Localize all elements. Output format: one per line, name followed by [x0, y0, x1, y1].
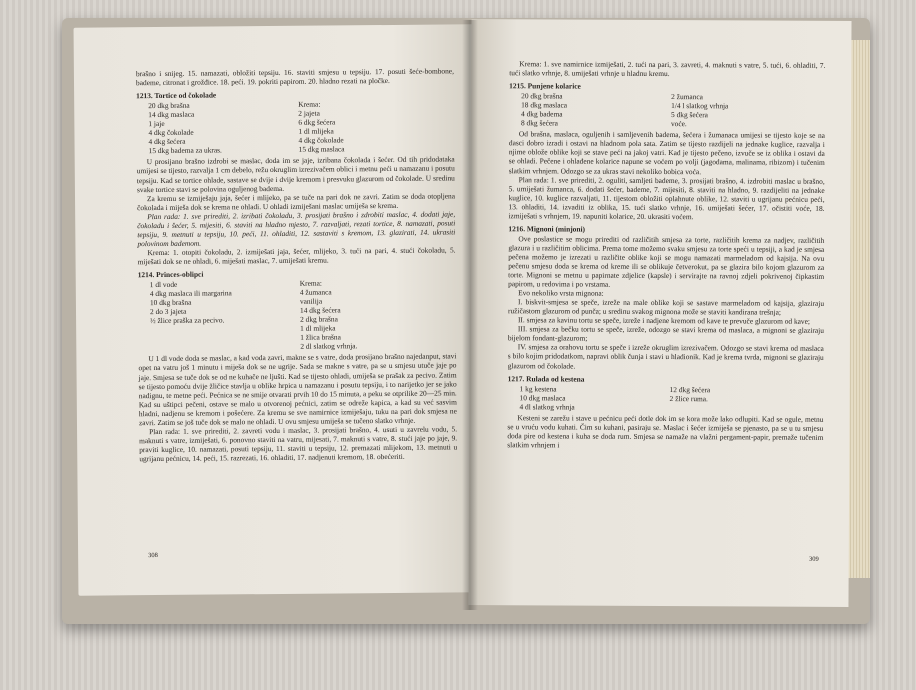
ingredient: 14 dkg maslaca: [148, 109, 195, 120]
recipe-1217-paragraph: Kesteni se zarežu i stave u pećnicu peći dotle dok im se kora može lako odlupiti. Kad se ogule, metnu se u vruću vodu kuhati. Čim su kuhani, pasiraju se. Maslac i šećer izmiješa se pjenasto, pa se u tu smjesu doda pire od kestena i kuha se doda rum. Smjesa se namaže na vlažni pergament-papir, premaže tučenim slatkim vrhnjem i: [507, 412, 824, 450]
ingredient: 1/4 l slatkog vrhnja: [671, 101, 729, 111]
left-page-text: [136, 66, 457, 463]
ingredient: 1 kg kestena: [519, 383, 557, 394]
ingredient: 4 dkg badema: [521, 109, 563, 119]
recipe-1213-ingredients: [136, 99, 454, 156]
recipe-1215-paragraph: Od brašna, maslaca, oguljenih i samljevenih badema, šećera i žumanaca umijesi se tijesto koje se na dasci dobro izradi i ostavi na hladnom pola sata. Zatim se tijesto razdijeli na jednake kuglice, razvalja i njime oblože oblike koji se stave peći na jakoj vatri. Kad je tijesto pečeno, izvuče se iz oblika i ostavi da se ohladi. Pečene i ohlađene kolarice napune se voćem po volji (jagodama, malinama, ribizom) i tučenim slatkim vrhnjem. Odozgo se za ukras stavi nekoliko bobica voća.: [508, 129, 825, 176]
recipe-1214-plan: Plan rada: 1. sve prirediti, 2. zavreti vodu i maslac, 3. prosijati brašno, 4. usuti u zavrelu vodu, 5. maknuti s vatre, izmiješati, 6. ponovno staviti na vatru, mijesati, 7. maknuti s vatre, 8. stući jaje po jaje, 9. praviti kuglice, 10. namazati, posuti tepsiju, 11. staviti u tepsiju, 12. premazati mlijekom, 13. metnuti u ugrijanu pećnicu, 14. peći, 15. razrezati, 16. ohladiti, 17. nadjenuti kremom, 18. obećeriti.: [139, 424, 458, 464]
ingredient: ½ žlice praška za pecivo.: [150, 315, 225, 326]
recipe-1213-plan: Plan rada: 1. sve prirediti, 2. izribati čokoladu, 3. prosijati brašno i zdrobiti maslac, 4. dodati jaje, čokoladu i šećer, 5. mijesiti, 6. staviti na hladno mjesto, 7. razvaljati, rezati tortice, 8. namazati, posuti tepsiju, 9. metnuti u tepsiju, 10. peći, 11. ohladiti, 12. sastaviti s kremom, 13. glazirati, 14. ukrasiti polovinom bademom.: [137, 209, 456, 249]
page-number-left: 308: [148, 552, 158, 560]
mignon-variant: IV. smjesa za orahovu tortu se speče i izreže okruglim izrezivačem. Odozgo se stavi krema od maslaca s bilo kojim pridodatkom, napravi oblik čunja i stavi u hladionik. Kad je krema tvrda, mignoni se glaziraju glazurom od čokolade.: [507, 342, 824, 371]
page-edges: [848, 40, 870, 578]
left-page: [74, 24, 477, 595]
ingredient: 18 dkg maslaca: [521, 100, 568, 110]
recipe-1215-ingredients: [509, 91, 825, 129]
book-gutter-shadow: [462, 20, 478, 610]
cream-ingredient: 2 dkg brašna: [300, 314, 338, 325]
page-number-right: 309: [808, 555, 819, 563]
ingredient: 5 dkg šećera: [671, 110, 708, 120]
ingredient: 1 jaje: [148, 119, 165, 129]
ingredient: 2 do 3 jajeta: [149, 306, 187, 317]
recipe-1215-plan: Plan rada: 1. sve prirediti, 2. oguliti, samljeti bademe, 3. prosijati brašno, 4. izdrobiti maslac u brašno, 5. umiješati žumanca, 6. dodati šećer, bademe, 7. mijesiti, 8. staviti na hladno, 9. razdijeliti na jednake kuglice, 10. kuglice razvaljati, 11. tijestom obložiti oplahnute oblike, 12. staviti u ugrijanu pećnicu peći, 13. ohladiti, 14. izvaditi iz oblika, 15. tući slatko vrhnje, 16. umiješati šećer, 17. očistiti voće, 18. izmiješati s vrhnjem, 19. napuniti kolarice, 20. ukrasiti voćem.: [508, 174, 825, 221]
ingredient: 10 dkg maslaca: [519, 392, 566, 403]
left-intro: brašno i snijeg. 15. namazati, obložiti tepsiju. 16. staviti smjesu u tepsiju. 17. posuti šeće-bombone, bademe, citronat i grožđice. 18. peći. 19. pokriti papirom. 20. hladno rezati na pločke.: [135, 66, 454, 88]
recipe-1214-ingredients: [138, 277, 457, 352]
cream-ingredient: 2 dl slatkog vrhnja.: [300, 341, 358, 352]
cream-ingredient: 1 dl mlijeka: [300, 323, 336, 334]
right-intro: Krema: 1. sve namirnice izmiješati, 2. tući na pari, 3. zavreti, 4. maknuti s vatre, 5. tući, 6. ohladiti, 7. tući slatko vrhnje, 8. umiješati vrhnje u hladnu kremu.: [509, 59, 826, 79]
mignon-variant: I. biskvit-smjesa se speče, izreže na male oblike koji se sastave marmeladom od kajsija, glaziraju ružičastom glazurom od punča; u sredinu svakog mignona može se staviti kandirana trešnja;: [507, 297, 825, 317]
cream-ingredient: 1 žlica brašna: [300, 332, 341, 343]
right-page-text: [507, 59, 825, 451]
recipe-1213-title: 1213. Tortice od čokolade: [136, 90, 217, 101]
cream-ingredient: 14 dkg šećera: [299, 305, 341, 315]
cream-ingredient: 2 jajeta: [298, 108, 320, 118]
ingredient: 2 žumanca: [671, 92, 703, 102]
ingredient: 2 žlice ruma.: [669, 393, 708, 403]
recipe-1215-title: 1215. Punjene kolarice: [509, 81, 581, 91]
recipe-1213-cream-plan: Krema: 1. otopiti čokoladu, 2. izmiješati jaja, šećer, mlijeko, 3. tući na pari, 4. stući čokoladu, 5. miješati dok se ne ohladi, 6. miješati maslac, 7. umiješati kremu.: [137, 245, 456, 267]
mignon-variant: II. smjesa za kavinu tortu se speče, izreže i nadjene kremom od kave te prevuče glazurom od kave;: [517, 315, 810, 327]
recipe-1214-paragraph: U 1 dl vode doda se maslac, a kad voda zavri, makne se s vatre, doda prosijano brašno najedanput, stavi opet na vatru još 1 minutu i miješa dok se ne ugrije. Sada se makne s vatre, pa se u smjesu utuče jaje po jaje. Smjesa se tuče dok se od ne kuhače ne ljušti. Kad se tijesto ohladi, umiješa se prašak za pecivo. Zatim se tijesto pomoću dvije žličice stavlja u oblike hrpica u namazanu i posutu tepsiju, i to narijetko jer se jako nadignu, te metne peći. Pećnica se ne smije otvarati prvih 10 do 15 minuta, a peku se otprilike 20—25 min. Kad su uštipci pečeni, ostave se malo u otvorenoj pećnici, zatim se odreže kapica, a kad su već sasvim hladni, nadjenu se kremom i pošećere. Za kremu se sve namirnice izmiješaju, tuku na pari dok smjesa ne zavri. Zatim se još tuče dok se malo ne ohladi. U ovu smjesu umiješa se tučeno slatko vrhnje.: [138, 351, 457, 427]
ingredient: voće.: [670, 119, 687, 129]
recipe-1216-paragraph: Ove poslastice se mogu prirediti od različitih smjesa za torte, različitih krema za nadjev, različitih glazura i u različitim oblicima. Prema tome možemo svaku smjesu za torte speći u tepsiji, a kad je smjesa pečena možemo je izrezati u različite oblike koji se mogu namazati marmeladom od kajsija. Na ovu pečenu smjesu doda se krema od kreme ili se oblikuje četverokut, pa se glazira bilo kojom glazurom za torte. Mignoni se metnu u papirnate zdjelice (kapsle) i servirajte na ravnoj zdjeli pokrivenoj čipkastim papirom, u redovima i po vrstama.: [508, 234, 825, 289]
cream-ingredient: 1 dl mlijeka: [298, 126, 334, 137]
ingredient: 4 dkg čokolade: [148, 127, 194, 138]
cream-heading: Krema:: [299, 278, 322, 288]
recipe-1216-paragraph: Evo nekoliko vrsta mignona:: [518, 288, 604, 298]
cream-ingredient: vanilija: [299, 296, 323, 306]
ingredient: 20 dkg brašna: [521, 91, 563, 101]
mignon-variant: III. smjesa za bečku tortu se speče, izreže, odozgo se stavi krema od maslaca, a mignoni se glaziraju bijelom fondant-glazurom;: [507, 324, 824, 343]
ingredient: 4 dkg šećera: [148, 137, 186, 147]
ingredient: 1 dl vode: [149, 279, 178, 290]
cream-ingredient: 15 dkg maslaca: [298, 144, 345, 155]
cream-ingredient: 6 dkg šećera: [298, 117, 336, 128]
cream-heading: Krema:: [298, 99, 321, 109]
ingredient: 12 dkg šećera: [669, 384, 711, 394]
ingredient: 20 dkg brašna: [148, 100, 190, 111]
recipe-1217-ingredients: [507, 384, 823, 413]
ingredient: 10 dkg brašna: [149, 297, 192, 308]
ingredient: 4 dkg maslaca ili margarina: [149, 288, 232, 299]
ingredient: 8 dkg šećera: [520, 118, 558, 128]
ingredient: 15 dkg badema za ukras.: [148, 145, 222, 156]
ingredient: 4 dl slatkog vrhnja: [519, 401, 575, 412]
right-page: [468, 19, 851, 607]
recipe-1214-title: 1214. Princes-oblipci: [137, 269, 204, 280]
cream-ingredient: 4 dkg čokolade: [298, 135, 344, 146]
cream-ingredient: 4 žumanca: [299, 287, 332, 297]
recipe-1217-title: 1217. Rulada od kestena: [507, 373, 585, 384]
recipe-1216-title: 1216. Mignoni (minjoni): [508, 224, 586, 234]
recipe-1213-paragraph: Za kremu se izmiješaju jaja, šećer i mlijeko, pa se tuče na pari dok ne zavri. Zatim se doda otopljena čokolada i miješa dok se krema ne ohladi. U ohladi izmiješani maslac umiješa se krema.: [137, 191, 456, 212]
recipe-1213-paragraph: U prosijano brašno izdrobi se maslac, doda im se jaje, izribana čokolada i šećer. Od tih pridodataka umijesi se tijesto, razvalja 1 cm debelo, režu okruglim izrezivačem oblici i metnu peći u namazanu i posutu tepsiju. Kad se tortice ohlade, sastave se dvije i dvije kremom i presvuku glazurom od čokolade. U sredinu svake tortice stavi se polovina oguljenog badema.: [136, 154, 455, 194]
